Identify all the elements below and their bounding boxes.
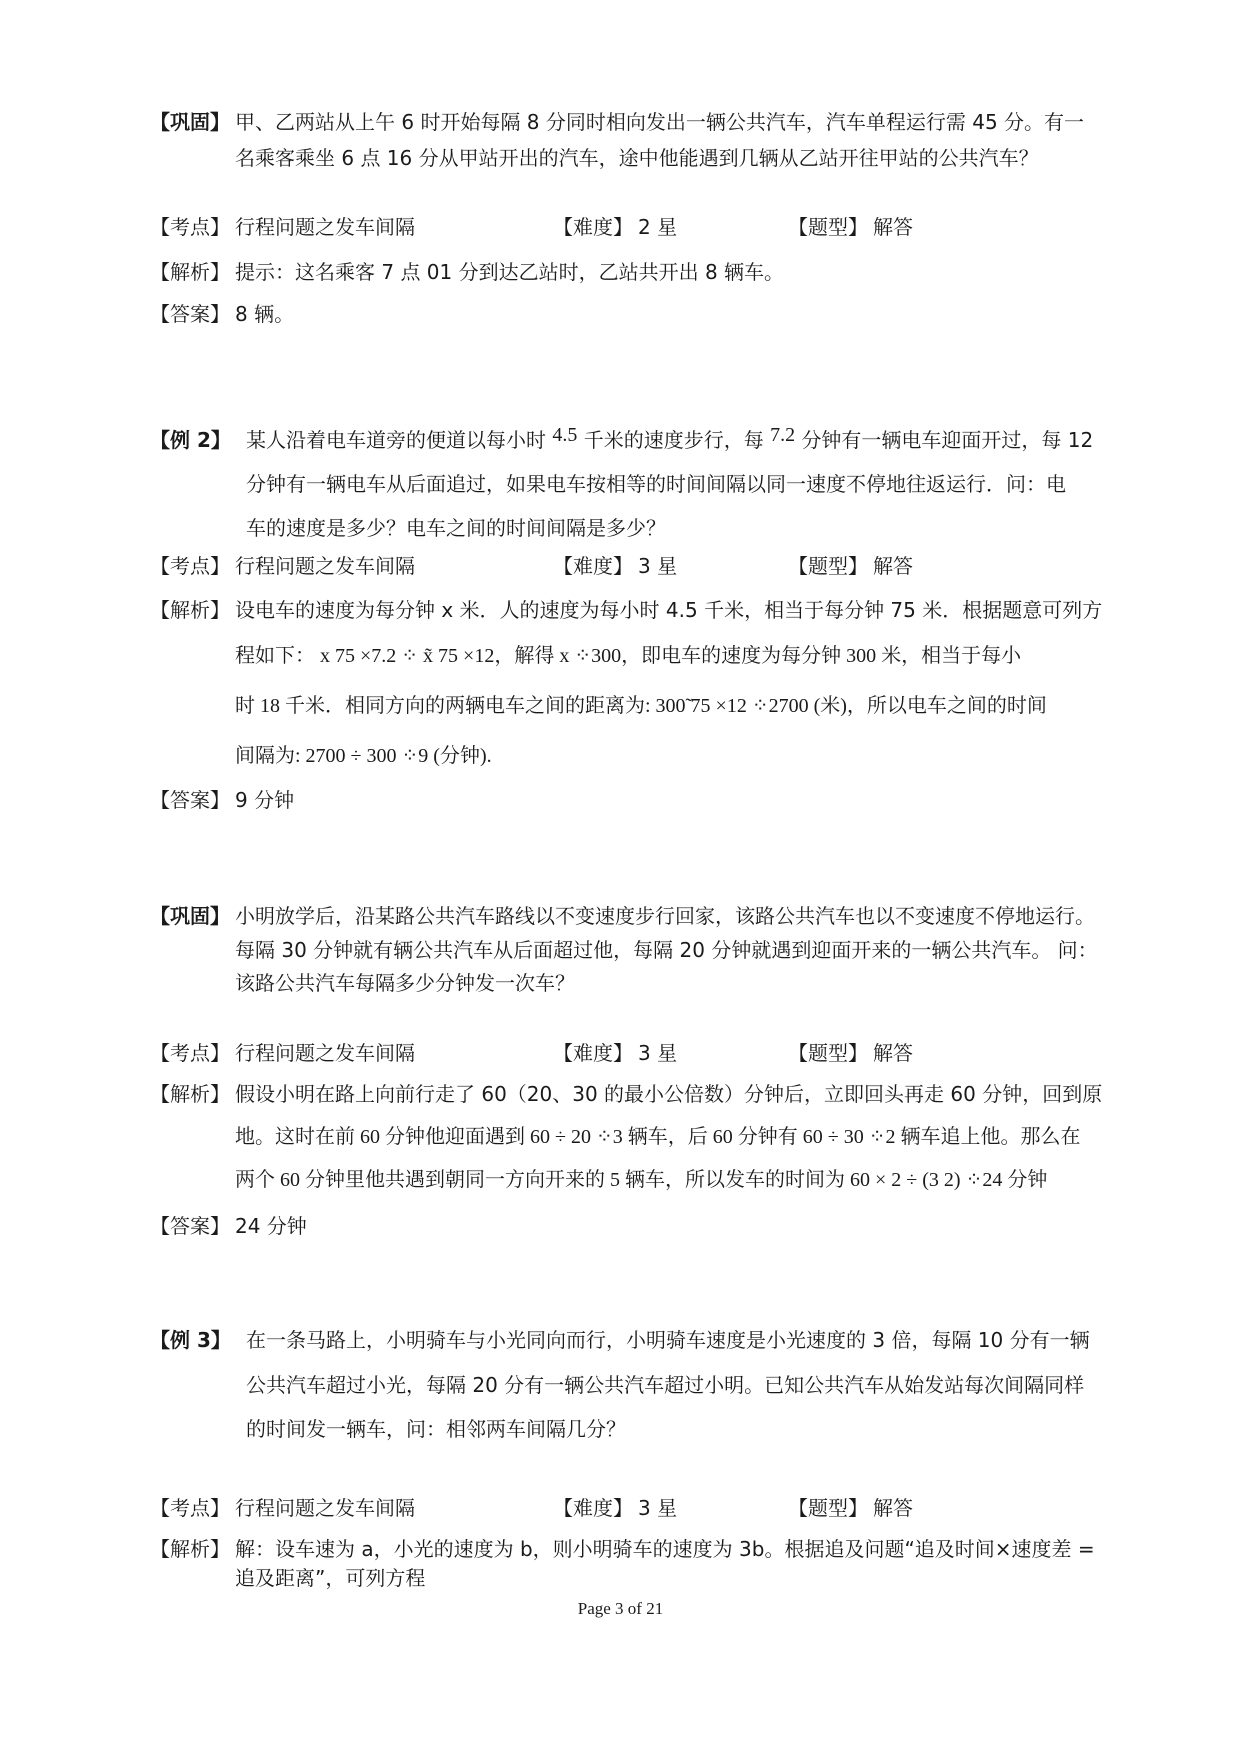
jiexi-label: 【解析】 xyxy=(150,260,230,284)
daan-value: 9 分钟 xyxy=(235,788,295,812)
tixing-value: 解答 xyxy=(873,1041,913,1065)
kaodian-label: 【考点】 xyxy=(150,554,230,578)
jiexi-text: 间隔为: 2700 ÷ 300 ⁘9 (分钟). xyxy=(235,745,492,767)
jiexi-label: 【解析】 xyxy=(150,1082,230,1106)
interval-value: 7.2 xyxy=(770,424,796,446)
question-line: 小明放学后，沿某路公共汽车路线以不变速度步行回家，该路公共汽车也以不变速度不停地运行。 xyxy=(235,904,1095,928)
tixing-label: 【题型】 xyxy=(788,1496,868,1520)
tixing-label: 【题型】 xyxy=(788,1041,868,1065)
nandu-value: 3 星 xyxy=(638,1041,678,1065)
question-text: 千米的速度步行，每 xyxy=(583,428,764,452)
jiexi-text: 地。这时在前 60 分钟他迎面遇到 60 ÷ 20 ⁘3 辆车，后 60 分钟有 60 ÷ 30 ⁘2 辆车追上他。那么在 xyxy=(235,1126,1081,1148)
nandu-value: 2 星 xyxy=(638,215,678,239)
nandu-value: 3 星 xyxy=(638,554,678,578)
question-line: 甲、乙两站从上午 6 时开始每隔 8 分同时相向发出一辆公共汽车，汽车单程运行需 45 分。有一 xyxy=(235,110,1085,134)
jiexi-text: 追及距离”，可列方程 xyxy=(235,1566,426,1590)
jiexi-label: 【解析】 xyxy=(150,598,230,622)
question-line: 的时间发一辆车，问：相邻两车间隔几分？ xyxy=(246,1417,626,1441)
jiexi-label: 【解析】 xyxy=(150,1537,230,1561)
tixing-label: 【题型】 xyxy=(788,554,868,578)
kaodian-value: 行程问题之发车间隔 xyxy=(235,215,415,239)
question-line: 分钟有一辆电车从后面追过，如果电车按相等的时间间隔以同一速度不停地往返运行．问：电 xyxy=(246,472,1066,496)
daan-label: 【答案】 xyxy=(150,1214,230,1238)
jiexi-text: 解：设车速为 a，小光的速度为 b，则小明骑车的速度为 3b。根据追及问题“追及时间×速度差 = xyxy=(235,1537,1095,1561)
daan-value: 24 分钟 xyxy=(235,1214,307,1238)
nandu-label: 【难度】 xyxy=(553,554,633,578)
kaodian-value: 行程问题之发车间隔 xyxy=(235,1041,415,1065)
jiexi-text: 提示：这名乘客 7 点 01 分到达乙站时，乙站共开出 8 辆车。 xyxy=(235,260,785,284)
jiexi-text: 假设小明在路上向前行走了 60（20、30 的最小公倍数）分钟后，立即回头再走 60 分钟，回到原 xyxy=(235,1082,1103,1106)
daan-label: 【答案】 xyxy=(150,788,230,812)
nandu-label: 【难度】 xyxy=(553,1496,633,1520)
tixing-value: 解答 xyxy=(873,554,913,578)
daan-label: 【答案】 xyxy=(150,302,230,326)
section-tag: 【例 3】 xyxy=(150,1328,231,1352)
jiexi-text: 程如下： x 75 ×7.2 ⁘ x̃ 75 ×12，解得 x ⁘300，即电车的速度为每分钟 300 米，相当于每小 xyxy=(235,645,1022,667)
speed-value: 4.5 xyxy=(552,424,578,446)
nandu-label: 【难度】 xyxy=(553,1041,633,1065)
nandu-label: 【难度】 xyxy=(553,215,633,239)
jiexi-text: 时 18 千米．相同方向的两辆电车之间的距离为: 300̃ 75 ×12 ⁘2700 (米)，所以电车之间的时间 xyxy=(235,695,1047,717)
section-tag: 【巩固】 xyxy=(150,904,230,928)
kaodian-value: 行程问题之发车间隔 xyxy=(235,554,415,578)
question-text: 某人沿着电车道旁的便道以每小时 xyxy=(246,428,546,452)
question-line: 名乘客乘坐 6 点 16 分从甲站开出的汽车，途中他能遇到几辆从乙站开往甲站的公共汽车？ xyxy=(235,146,1039,170)
kaodian-label: 【考点】 xyxy=(150,1496,230,1520)
page-number: Page 3 of 21 xyxy=(577,1599,664,1618)
question-text: 分钟有一辆电车迎面开过，每 12 xyxy=(801,428,1094,452)
daan-value: 8 辆。 xyxy=(235,302,295,326)
kaodian-label: 【考点】 xyxy=(150,215,230,239)
question-line: 每隔 30 分钟就有辆公共汽车从后面超过他，每隔 20 分钟就遇到迎面开来的一辆公共汽车。 问： xyxy=(235,938,1098,962)
section-tag: 【巩固】 xyxy=(150,110,230,134)
kaodian-value: 行程问题之发车间隔 xyxy=(235,1496,415,1520)
question-line: 在一条马路上，小明骑车与小光同向而行，小明骑车速度是小光速度的 3 倍，每隔 10 分有一辆 xyxy=(246,1328,1090,1352)
question-line xyxy=(246,426,1093,455)
jiexi-text: 两个 60 分钟里他共遇到朝同一方向开来的 5 辆车，所以发车的时间为 60 × 2 ÷ (3 2) ⁘24 分钟 xyxy=(235,1169,1048,1191)
question-line: 车的速度是多少？电车之间的时间间隔是多少？ xyxy=(246,516,666,540)
question-line: 该路公共汽车每隔多少分钟发一次车？ xyxy=(235,971,575,995)
kaodian-label: 【考点】 xyxy=(150,1041,230,1065)
nandu-value: 3 星 xyxy=(638,1496,678,1520)
tixing-value: 解答 xyxy=(873,1496,913,1520)
section-tag: 【例 2】 xyxy=(150,428,231,452)
jiexi-text: 设电车的速度为每分钟 x 米．人的速度为每小时 4.5 千米，相当于每分钟 75 米．根据题意可列方 xyxy=(235,598,1103,622)
question-line: 公共汽车超过小光，每隔 20 分有一辆公共汽车超过小明。已知公共汽车从始发站每次间隔同样 xyxy=(246,1373,1085,1397)
tixing-value: 解答 xyxy=(873,215,913,239)
tixing-label: 【题型】 xyxy=(788,215,868,239)
